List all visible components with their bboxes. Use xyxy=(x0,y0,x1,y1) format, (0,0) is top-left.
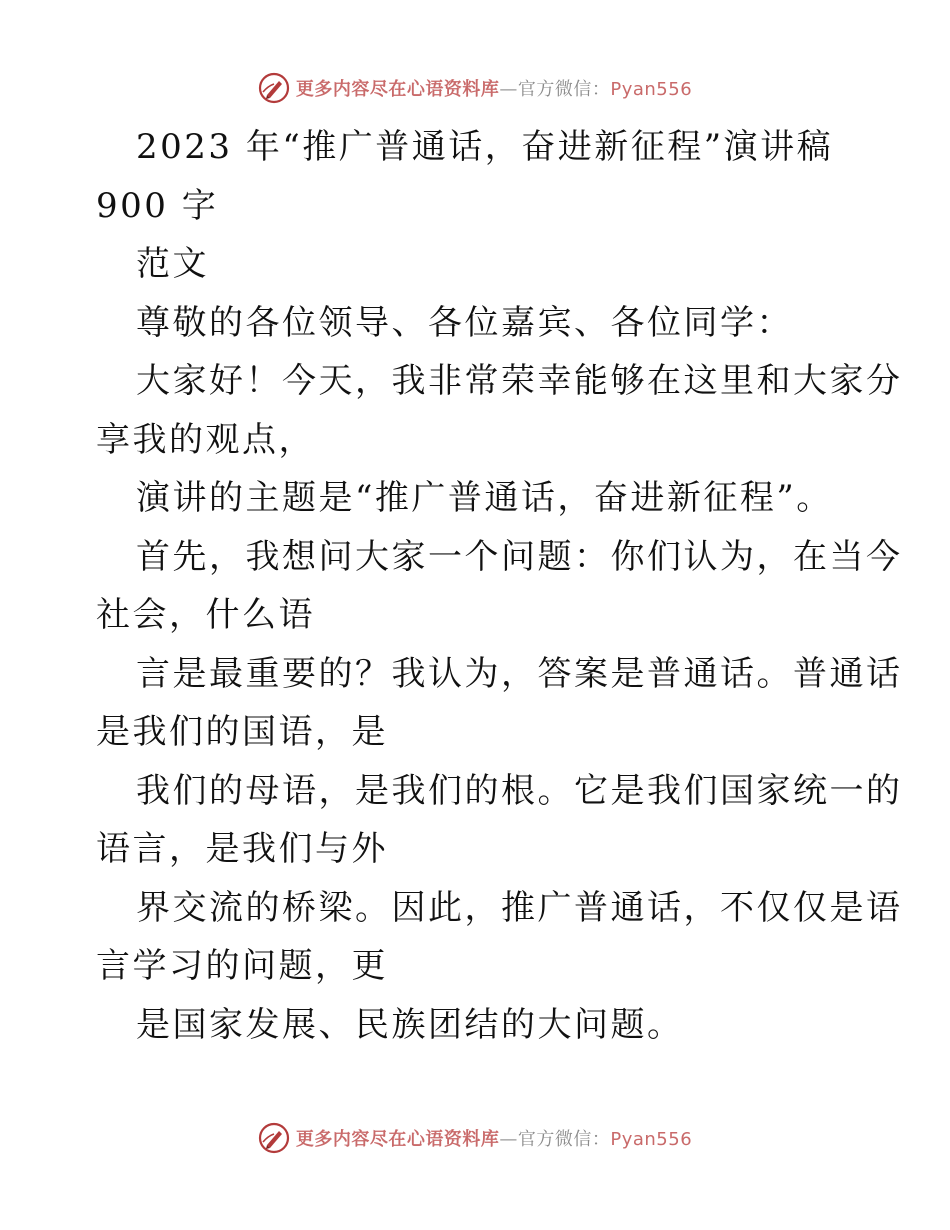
paragraph-line: 语言，是我们与外 xyxy=(96,829,388,869)
paragraph-line: 享我的观点， xyxy=(96,419,315,460)
title-line-2: 900 字 xyxy=(96,185,219,226)
paragraph-line: 演讲的主题是“推广普通话，奋进新征程”。 xyxy=(136,478,833,518)
footer-watermark-text xyxy=(296,1125,692,1151)
paragraph-line: 言学习的问题，更 xyxy=(96,946,388,986)
salutation: 尊敬的各位领导、各位嘉宾、各位同学： xyxy=(136,302,793,343)
paragraph-line: 首先，我想问大家一个问题：你们认为，在当今 xyxy=(136,536,903,577)
pen-logo-icon xyxy=(258,72,290,104)
paragraph-line: 我们的母语，是我们的根。它是我们国家统一的 xyxy=(136,770,903,811)
header-wechat-id: Pyan556 xyxy=(610,79,693,100)
header-watermark-banner xyxy=(0,72,950,104)
header-dash: — xyxy=(499,79,518,100)
footer-wechat-label: 官方微信： xyxy=(517,1129,611,1150)
header-watermark-text xyxy=(296,75,692,101)
title-line-1: 2023 年“推广普通话，奋进新征程”演讲稿 xyxy=(136,127,834,167)
footer-watermark-banner xyxy=(0,1122,950,1154)
title-line-3: 范文 xyxy=(136,244,209,284)
header-wechat-label: 官方微信： xyxy=(517,79,611,100)
paragraph-line: 界交流的桥梁。因此，推广普通话，不仅仅是语 xyxy=(136,887,903,928)
pen-logo-icon xyxy=(258,1122,290,1154)
paragraph-line: 言是最重要的？我认为，答案是普通话。普通话 xyxy=(136,653,903,694)
document-body xyxy=(96,118,903,1054)
footer-dash: — xyxy=(499,1129,518,1150)
footer-wechat-id: Pyan556 xyxy=(610,1129,693,1150)
header-brand: 更多内容尽在心语资料库 xyxy=(295,79,500,100)
paragraph-line: 社会，什么语 xyxy=(96,595,315,635)
paragraph-line: 是国家发展、民族团结的大问题。 xyxy=(136,1004,684,1045)
paragraph-line: 大家好！今天，我非常荣幸能够在这里和大家分 xyxy=(136,361,903,401)
paragraph-line: 是我们的国语，是 xyxy=(96,712,388,752)
footer-brand: 更多内容尽在心语资料库 xyxy=(295,1129,500,1150)
